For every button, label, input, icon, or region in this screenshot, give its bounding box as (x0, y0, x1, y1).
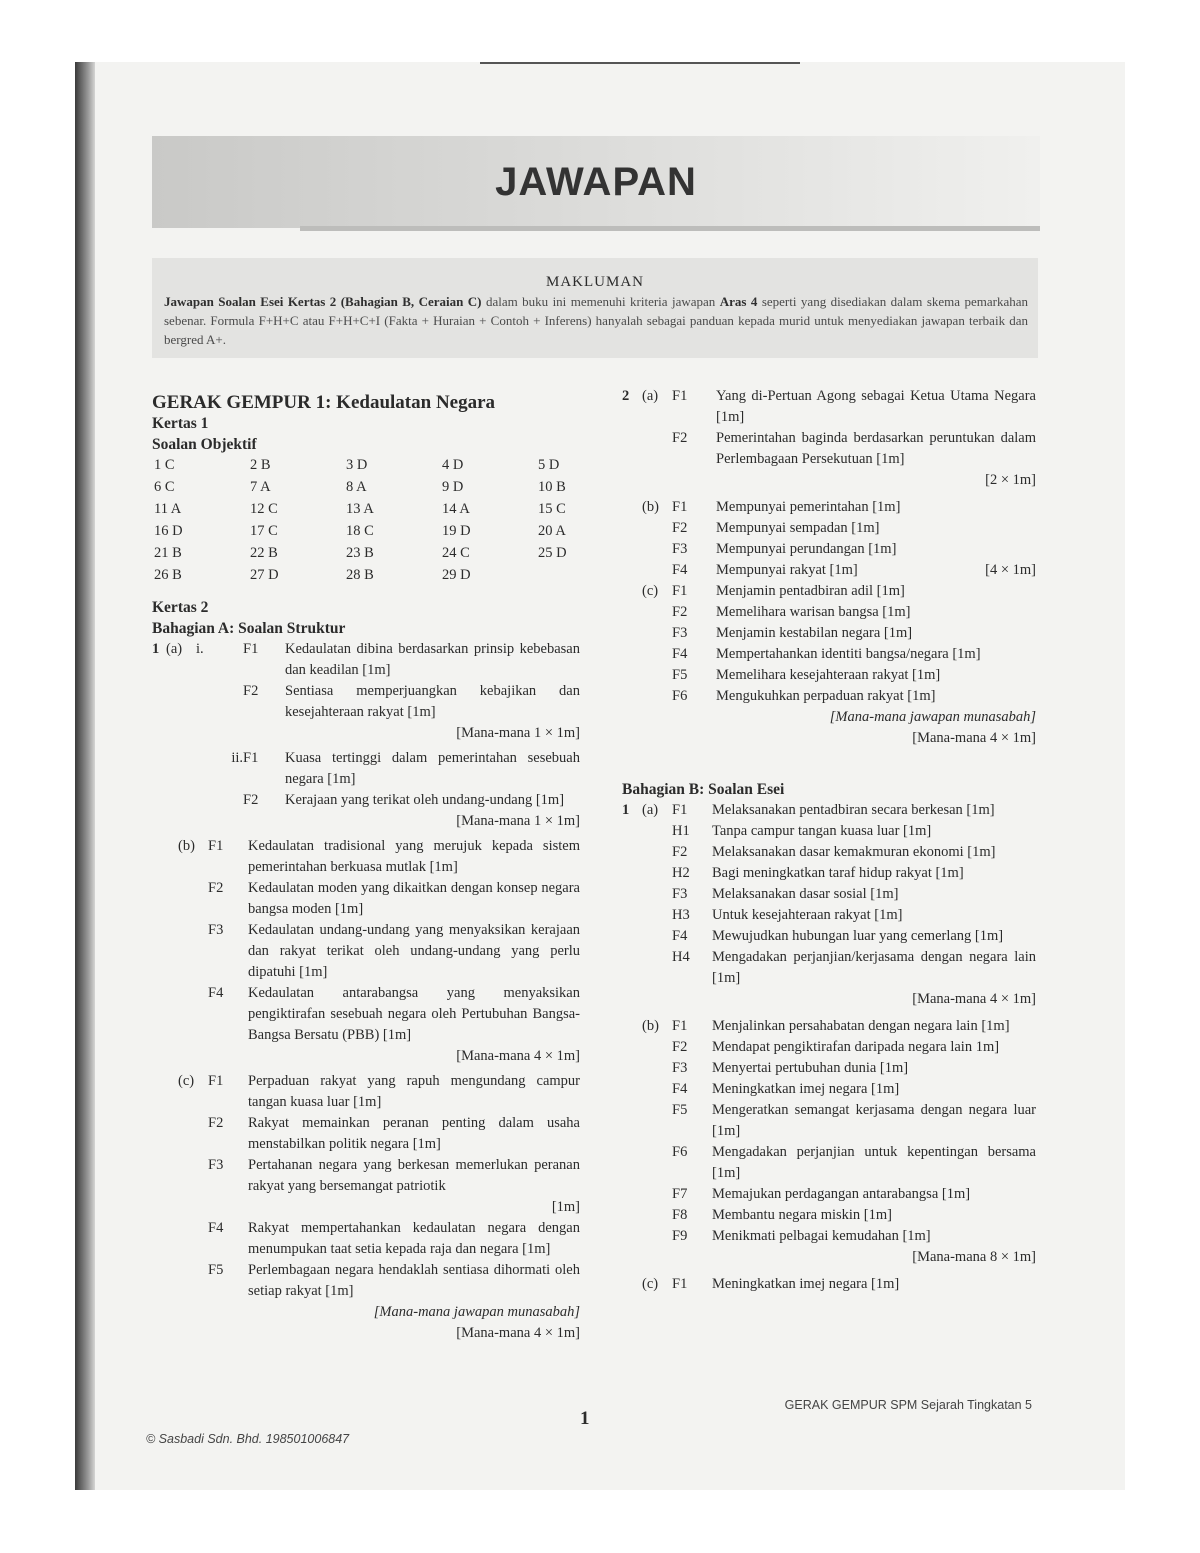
answer-text: Mengukuhkan perpaduan rakyat [1m] (716, 688, 936, 704)
objective-answer: 18 C (346, 523, 374, 539)
mark-note: [4 × 1m] (985, 562, 1036, 578)
answer-item (672, 947, 1036, 989)
right-column (622, 386, 1036, 1295)
answer-item (672, 1037, 1036, 1058)
answer-item (672, 644, 1036, 665)
part-label: (c) (642, 1276, 659, 1292)
answer-text: Menyertai pertubuhan dunia [1m] (712, 1060, 909, 1076)
answer-group-1a-ii (243, 748, 580, 811)
answer-text: Sentiasa memperjuangkan kebajikan dan kesejahteraan rakyat [1m] (285, 683, 580, 720)
answer-code: F2 (208, 1115, 224, 1131)
answer-text: Pertahanan negara yang berkesan memerlukan peranan rakyat yang bersemangat patriotik (248, 1157, 580, 1194)
part-label: (c) (178, 1073, 195, 1089)
answer-item (672, 1100, 1036, 1142)
answer-code: F6 (672, 1144, 688, 1160)
notice-level: Aras 4 (719, 294, 758, 309)
answer-text: Yang di-Pertuan Agong sebagai Ketua Utama Negara [1m] (716, 388, 1036, 425)
mark-note: [Mana-mana 4 × 1m] (912, 991, 1036, 1007)
answer-group-1c (208, 1071, 580, 1302)
objective-answer: 25 D (538, 545, 567, 561)
answer-item (672, 518, 1036, 539)
answer-text: Memelihara kesejahteraan rakyat [1m] (716, 667, 941, 683)
answer-code: F1 (243, 750, 259, 766)
answer-text: Mengadakan perjanjian untuk kepentingan bersama [1m] (712, 1144, 1036, 1181)
answer-code: F1 (672, 802, 688, 818)
objective-answer: 7 A (250, 479, 271, 495)
title-rule (300, 226, 1040, 231)
answer-text: Menjamin pentadbiran adil [1m] (716, 583, 905, 599)
answer-code: F3 (672, 886, 688, 902)
objective-answer: 15 C (538, 501, 566, 517)
answer-code: F1 (243, 641, 259, 657)
answer-item (672, 1142, 1036, 1184)
answer-text: Pemerintahan baginda berdasarkan peruntukan dalam Perlembagaan Persekutuan [1m] (716, 430, 1036, 467)
answer-item (208, 878, 580, 920)
objective-answer: 13 A (346, 501, 374, 517)
objektif-heading: Soalan Objektif (152, 436, 257, 453)
answer-text: Menikmati pelbagai kemudahan [1m] (712, 1228, 931, 1244)
notice-text (164, 292, 1028, 349)
part-label: (b) (642, 499, 659, 515)
answer-code: H2 (672, 865, 690, 881)
answer-code: F6 (672, 688, 688, 704)
answer-text: Mengadakan perjanjian/kerjasama dengan negara lain [1m] (712, 949, 1036, 986)
answer-item (208, 983, 580, 1046)
answer-item (672, 1079, 1036, 1100)
question-number: 1 (152, 641, 160, 657)
objective-answer: 22 B (250, 545, 278, 561)
part-label: (b) (178, 838, 195, 854)
mark-note: [Mana-mana 4 × 1m] (456, 1048, 580, 1064)
answer-code: F5 (672, 1102, 688, 1118)
answer-text: Menjamin kestabilan negara [1m] (716, 625, 913, 641)
answer-text: Mempertahankan identiti bangsa/negara [1m] (716, 646, 981, 662)
objective-answer: 21 B (154, 545, 182, 561)
answer-item (672, 560, 1036, 581)
answer-text: Membantu negara miskin [1m] (712, 1207, 892, 1223)
answer-text: Perlembagaan negara hendaklah sentiasa dihormati oleh setiap rakyat [1m] (248, 1262, 580, 1299)
answer-text: Mendapat pengiktirafan daripada negara lain 1m] (712, 1039, 1000, 1055)
answer-item (672, 1016, 1036, 1037)
book-title-footer: GERAK GEMPUR SPM Sejarah Tingkatan 5 (784, 1398, 1032, 1412)
answer-item (672, 428, 1036, 470)
objective-answer: 14 A (442, 501, 470, 517)
answer-text: Kuasa tertinggi dalam pemerintahan sesebuah negara [1m] (285, 750, 580, 787)
answer-item (672, 386, 1036, 428)
answer-code: F4 (208, 985, 224, 1001)
answer-item (672, 905, 1036, 926)
answer-text: Rakyat mempertahankan kedaulatan negara dengan menumpukan taat setia kepada raja dan negara [1m] (248, 1220, 580, 1257)
objective-answer: 28 B (346, 567, 374, 583)
answer-code: F8 (672, 1207, 688, 1223)
answer-text: Kedaulatan dibina berdasarkan prinsip kebebasan dan keadilan [1m] (285, 641, 580, 678)
notice-text-1: dalam buku ini memenuhi kriteria jawapan (481, 294, 720, 309)
mark-note: [Mana-mana 8 × 1m] (912, 1249, 1036, 1265)
answer-code: F2 (243, 792, 259, 808)
objective-answer: 24 C (442, 545, 470, 561)
answer-item (672, 1184, 1036, 1205)
objective-answer: 2 B (250, 457, 271, 473)
answer-text: Bagi meningkatkan taraf hidup rakyat [1m] (712, 865, 964, 881)
part-label: (a) (166, 641, 183, 657)
answer-code: F1 (208, 838, 224, 854)
answer-text: Kerajaan yang terikat oleh undang-undang [1m] (285, 792, 565, 808)
answer-code: F2 (672, 520, 688, 536)
answer-text: Kedaulatan undang-undang yang menyaksikan kerajaan dan rakyat terikat oleh undang-undang yang perlu dipatuhi [1m] (248, 922, 580, 980)
answer-item (672, 623, 1036, 644)
objective-answer: 6 C (154, 479, 175, 495)
answer-text: Melaksanakan pentadbiran secara berkesan [1m] (712, 802, 995, 818)
objective-answer: 26 B (154, 567, 182, 583)
book-spine-shadow (75, 62, 97, 1490)
answer-code: F2 (672, 430, 688, 446)
answer-item (672, 842, 1036, 863)
answer-item (208, 1260, 580, 1302)
answer-code: F3 (672, 541, 688, 557)
answer-item (243, 790, 580, 811)
answer-item (672, 884, 1036, 905)
notice-bold-lead: Jawapan Soalan Esei Kertas 2 (Bahagian B, Ceraian C) (164, 294, 482, 309)
answer-code: F1 (672, 583, 688, 599)
sub-label: i. (196, 641, 204, 657)
answer-code: F1 (672, 499, 688, 515)
bahagian-b-heading: Bahagian B: Soalan Esei (622, 781, 785, 798)
answer-text: Kedaulatan antarabangsa yang menyaksikan pengiktirafan sesebuah negara oleh Pertubuhan Bangsa-Bangsa Bersatu (PBB) [1m] (248, 985, 580, 1043)
notice-text-2: seperti yang disediakan dalam skema pemarkahan sebenar. Formula F+H+C atau F+H+C+I (Fakta + Huraian + Contoh + Inferens) hanyalah sebagai panduan kepada murid untuk menyediakan jawapan terbaik dan bergred A+. (164, 294, 1029, 347)
objective-answer: 23 B (346, 545, 374, 561)
answer-item (672, 1205, 1036, 1226)
answer-code: F1 (672, 1018, 688, 1034)
answer-code: F3 (208, 922, 224, 938)
answer-item (672, 800, 1036, 821)
part-label: (a) (642, 802, 659, 818)
objective-answer: 16 D (154, 523, 183, 539)
answer-code: F5 (208, 1262, 224, 1278)
answer-item (672, 539, 1036, 560)
answer-group-2b (672, 497, 1036, 581)
objective-answer: 11 A (154, 501, 182, 517)
answer-code: F4 (672, 646, 688, 662)
answer-text: Mempunyai rakyat [1m] (716, 562, 858, 578)
objective-answer: 9 D (442, 479, 464, 495)
objective-answer: 8 A (346, 479, 367, 495)
answer-item (672, 821, 1036, 842)
answer-group-b1b (672, 1016, 1036, 1247)
answer-text: Perpaduan rakyat yang rapuh mengundang campur tangan kuasa luar [1m] (248, 1073, 580, 1110)
answer-text: Mempunyai perundangan [1m] (716, 541, 897, 557)
answer-item (208, 1218, 580, 1260)
answer-code: F2 (672, 1039, 688, 1055)
answer-code: H3 (672, 907, 690, 923)
answer-group-1a-i (243, 639, 580, 723)
answer-code: F1 (672, 1276, 688, 1292)
answer-item (208, 1071, 580, 1113)
answer-text: Melaksanakan dasar sosial [1m] (712, 886, 899, 902)
answer-code: F2 (243, 683, 259, 699)
answer-code: F9 (672, 1228, 688, 1244)
answer-text: Mempunyai pemerintahan [1m] (716, 499, 901, 515)
question-number: 2 (622, 388, 630, 404)
answer-code: F3 (672, 1060, 688, 1076)
page-title: JAWAPAN (495, 160, 697, 204)
objective-answer-grid (154, 455, 580, 587)
objective-answer: 27 D (250, 567, 279, 583)
answer-group-2c (672, 581, 1036, 707)
answer-item (208, 1113, 580, 1155)
objective-answer: 10 B (538, 479, 566, 495)
answer-text: Rakyat memainkan peranan penting dalam usaha menstabilkan politik negara [1m] (248, 1115, 580, 1152)
mark-note: [Mana-mana 4 × 1m] (912, 730, 1036, 746)
notice-title: MAKLUMAN (546, 274, 644, 290)
answer-item (208, 836, 580, 878)
section-heading: GERAK GEMPUR 1: Kedaulatan Negara (152, 392, 496, 413)
answer-code: F4 (208, 1220, 224, 1236)
objective-answer: 1 C (154, 457, 175, 473)
answer-code: F4 (672, 928, 688, 944)
part-label: (b) (642, 1018, 659, 1034)
answer-code: F3 (208, 1157, 224, 1173)
answer-text: Untuk kesejahteraan rakyat [1m] (712, 907, 903, 923)
page-number: 1 (580, 1408, 590, 1429)
answer-item (672, 926, 1036, 947)
mark-note: [1m] (551, 1199, 580, 1215)
answer-code: F1 (672, 388, 688, 404)
answer-code: F3 (672, 625, 688, 641)
answer-code: F2 (672, 604, 688, 620)
answer-item (672, 665, 1036, 686)
answer-text: Menjalinkan persahabatan dengan negara lain [1m] (712, 1018, 1010, 1034)
answer-item (243, 639, 580, 681)
mark-note: [Mana-mana 1 × 1m] (456, 813, 580, 829)
kertas1-heading: Kertas 1 (152, 415, 209, 432)
part-label: (a) (642, 388, 659, 404)
reasonable-answer-note: [Mana-mana jawapan munasabah] (829, 709, 1036, 725)
objective-answer: 29 D (442, 567, 471, 583)
answer-item (672, 863, 1036, 884)
sub-label: ii. (231, 750, 243, 766)
answer-code: F2 (672, 844, 688, 860)
answer-item (672, 497, 1036, 518)
answer-item (672, 602, 1036, 623)
answer-text: Melaksanakan dasar kemakmuran ekonomi [1m] (712, 844, 996, 860)
answer-item (208, 1155, 580, 1197)
answer-text: Kedaulatan tradisional yang merujuk kepada sistem pemerintahan berkuasa mutlak [1m] (248, 838, 580, 875)
publisher-footer: © Sasbadi Sdn. Bhd. 198501006847 (146, 1432, 350, 1446)
answer-text: Tanpa campur tangan kuasa luar [1m] (712, 823, 932, 839)
mark-note: [Mana-mana 1 × 1m] (456, 725, 580, 741)
objective-answer: 5 D (538, 457, 560, 473)
answer-code: H4 (672, 949, 690, 965)
answer-text: Mewujudkan hubungan luar yang cemerlang [1m] (712, 928, 1004, 944)
answer-text: Mempunyai sempadan [1m] (716, 520, 880, 536)
answer-item (672, 1226, 1036, 1247)
answer-item (243, 748, 580, 790)
mark-note: [2 × 1m] (985, 472, 1036, 488)
answer-text: Kedaulatan moden yang dikaitkan dengan konsep negara bangsa moden [1m] (248, 880, 580, 917)
top-edge-line (480, 62, 800, 64)
objective-answer: 12 C (250, 501, 278, 517)
objective-answer: 3 D (346, 457, 368, 473)
answer-code: F4 (672, 562, 688, 578)
mark-note: [Mana-mana 4 × 1m] (456, 1325, 580, 1341)
objective-answer: 4 D (442, 457, 464, 473)
question-number: 1 (622, 802, 630, 818)
answer-text: Memelihara warisan bangsa [1m] (716, 604, 911, 620)
answer-text: Meningkatkan imej negara [1m] (712, 1081, 900, 1097)
answer-text: Mengeratkan semangat kerjasama dengan negara luar [1m] (712, 1102, 1036, 1139)
answer-code: H1 (672, 823, 690, 839)
answer-item (672, 581, 1036, 602)
answer-code: F5 (672, 667, 688, 683)
answer-code: F7 (672, 1186, 688, 1202)
bahagian-a-heading: Bahagian A: Soalan Struktur (152, 620, 346, 637)
answer-item (243, 681, 580, 723)
objective-answer: 20 A (538, 523, 566, 539)
answer-code: F1 (208, 1073, 224, 1089)
answer-item (672, 1058, 1036, 1079)
answer-group-2a (672, 386, 1036, 470)
answer-group-b1c (672, 1274, 1036, 1295)
answer-code: F4 (672, 1081, 688, 1097)
left-column (152, 392, 580, 1344)
answer-item (208, 920, 580, 983)
reasonable-answer-note: [Mana-mana jawapan munasabah] (373, 1304, 580, 1320)
answer-item (672, 686, 1036, 707)
answer-group-1b (208, 836, 580, 1046)
answer-item (672, 1274, 1036, 1295)
part-label: (c) (642, 583, 659, 599)
answer-group-b1a (672, 800, 1036, 989)
answer-code: F2 (208, 880, 224, 896)
objective-answer: 17 C (250, 523, 278, 539)
objective-answer: 19 D (442, 523, 471, 539)
answer-text: Meningkatkan imej negara [1m] (712, 1276, 900, 1292)
answer-text: Memajukan perdagangan antarabangsa [1m] (712, 1186, 971, 1202)
kertas2-heading: Kertas 2 (152, 599, 209, 616)
